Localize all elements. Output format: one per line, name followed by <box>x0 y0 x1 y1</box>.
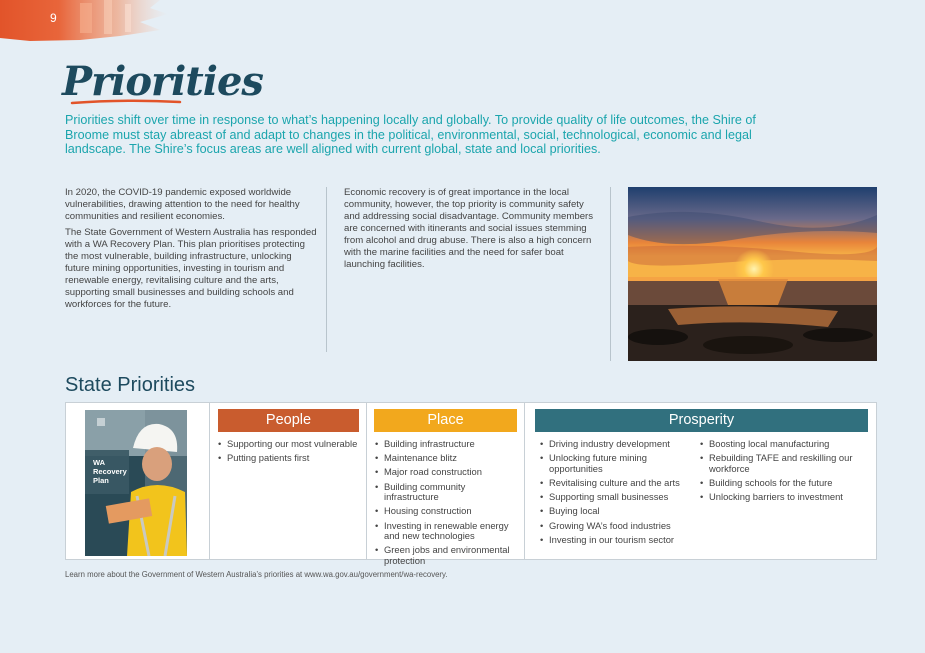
list-item: • Supporting our most vulnerable <box>218 439 358 450</box>
list-item: • Building infrastructure <box>375 439 520 450</box>
page-number: 9 <box>50 11 57 25</box>
intro-paragraph: Priorities shift over time in response to what’s happening locally and globally. To provide quality of life outcomes, the Shire of Broome must stay abreast of and adapt to changes in the political, environmental, social, technological, economic and legal landscape. The Shire’s focus areas are well aligned with current global, state and local priorities. <box>65 113 756 156</box>
column-middle <box>344 187 596 275</box>
list-item: • Revitalising culture and the arts <box>540 478 692 489</box>
state-priorities-title: State Priorities <box>65 374 196 396</box>
state-priorities-table <box>65 402 877 566</box>
list-item: • Housing construction <box>375 506 520 517</box>
list-item: • Supporting small businesses <box>540 492 692 503</box>
list-item: • Maintenance blitz <box>375 453 520 464</box>
place-header: Place <box>374 409 517 432</box>
wa-recovery-plan-cover <box>85 410 187 556</box>
footer-note: Learn more about the Government of Western Australia’s priorities at www.wa.gov.au/government/wa-recovery. <box>65 570 448 579</box>
list-item: • Putting patients first <box>218 453 358 464</box>
list-item: • Building community infrastructure <box>375 482 520 503</box>
column-left <box>65 187 317 315</box>
table-divider <box>209 403 210 559</box>
list-item: • Buying local <box>540 506 692 517</box>
place-list <box>375 439 520 570</box>
prosperity-header: Prosperity <box>535 409 868 432</box>
cover-title: WA Recovery Plan <box>93 458 127 485</box>
list-item: • Unlocking future mining opportunities <box>540 453 692 474</box>
column-divider <box>326 187 327 352</box>
paragraph: In 2020, the COVID-19 pandemic exposed worldwide vulnerabilities, drawing attention to the need for healthy communities and resilient economies. <box>65 187 300 222</box>
header-brush-decoration <box>0 0 175 42</box>
list-item: • Boosting local manufacturing <box>700 439 872 450</box>
list-item: • Green jobs and environmental protection <box>375 545 520 566</box>
sunset-photo <box>628 187 877 361</box>
prosperity-list-right <box>700 439 872 506</box>
list-item: • Investing in renewable energy and new technologies <box>375 521 520 542</box>
table-divider <box>366 403 367 559</box>
column-divider <box>610 187 611 361</box>
paragraph: The State Government of Western Australia has responded with a WA Recovery Plan. This plan prioritises protecting the most vulnerable, building infrastructure, unlocking future mining opportunities, investing in tourism and renewable energy, revitalising culture and the arts, supporting small businesses and building schools and workforces for the future. <box>65 227 317 310</box>
list-item: • Growing WA’s food industries <box>540 521 692 532</box>
list-item: • Major road construction <box>375 467 520 478</box>
list-item: • Unlocking barriers to investment <box>700 492 872 503</box>
list-item: • Rebuilding TAFE and reskilling our workforce <box>700 453 872 474</box>
people-list <box>218 439 358 467</box>
title-underline-decoration <box>70 98 182 106</box>
table-divider <box>524 403 525 559</box>
page-title: Priorities <box>62 58 263 105</box>
paragraph: Economic recovery is of great importance in the local community, however, the top priority is community safety and addressing social disadvantage. Community members are concerned with itinerants and social issues stemming from alcohol and drug abuse. There is also a high concern with the marine facilities and the need for safer boat launching facilities. <box>344 187 594 270</box>
list-item: • Investing in our tourism sector <box>540 535 692 546</box>
list-item: • Building schools for the future <box>700 478 872 489</box>
prosperity-list-left <box>540 439 692 549</box>
list-item: • Driving industry development <box>540 439 692 450</box>
people-header: People <box>218 409 359 432</box>
